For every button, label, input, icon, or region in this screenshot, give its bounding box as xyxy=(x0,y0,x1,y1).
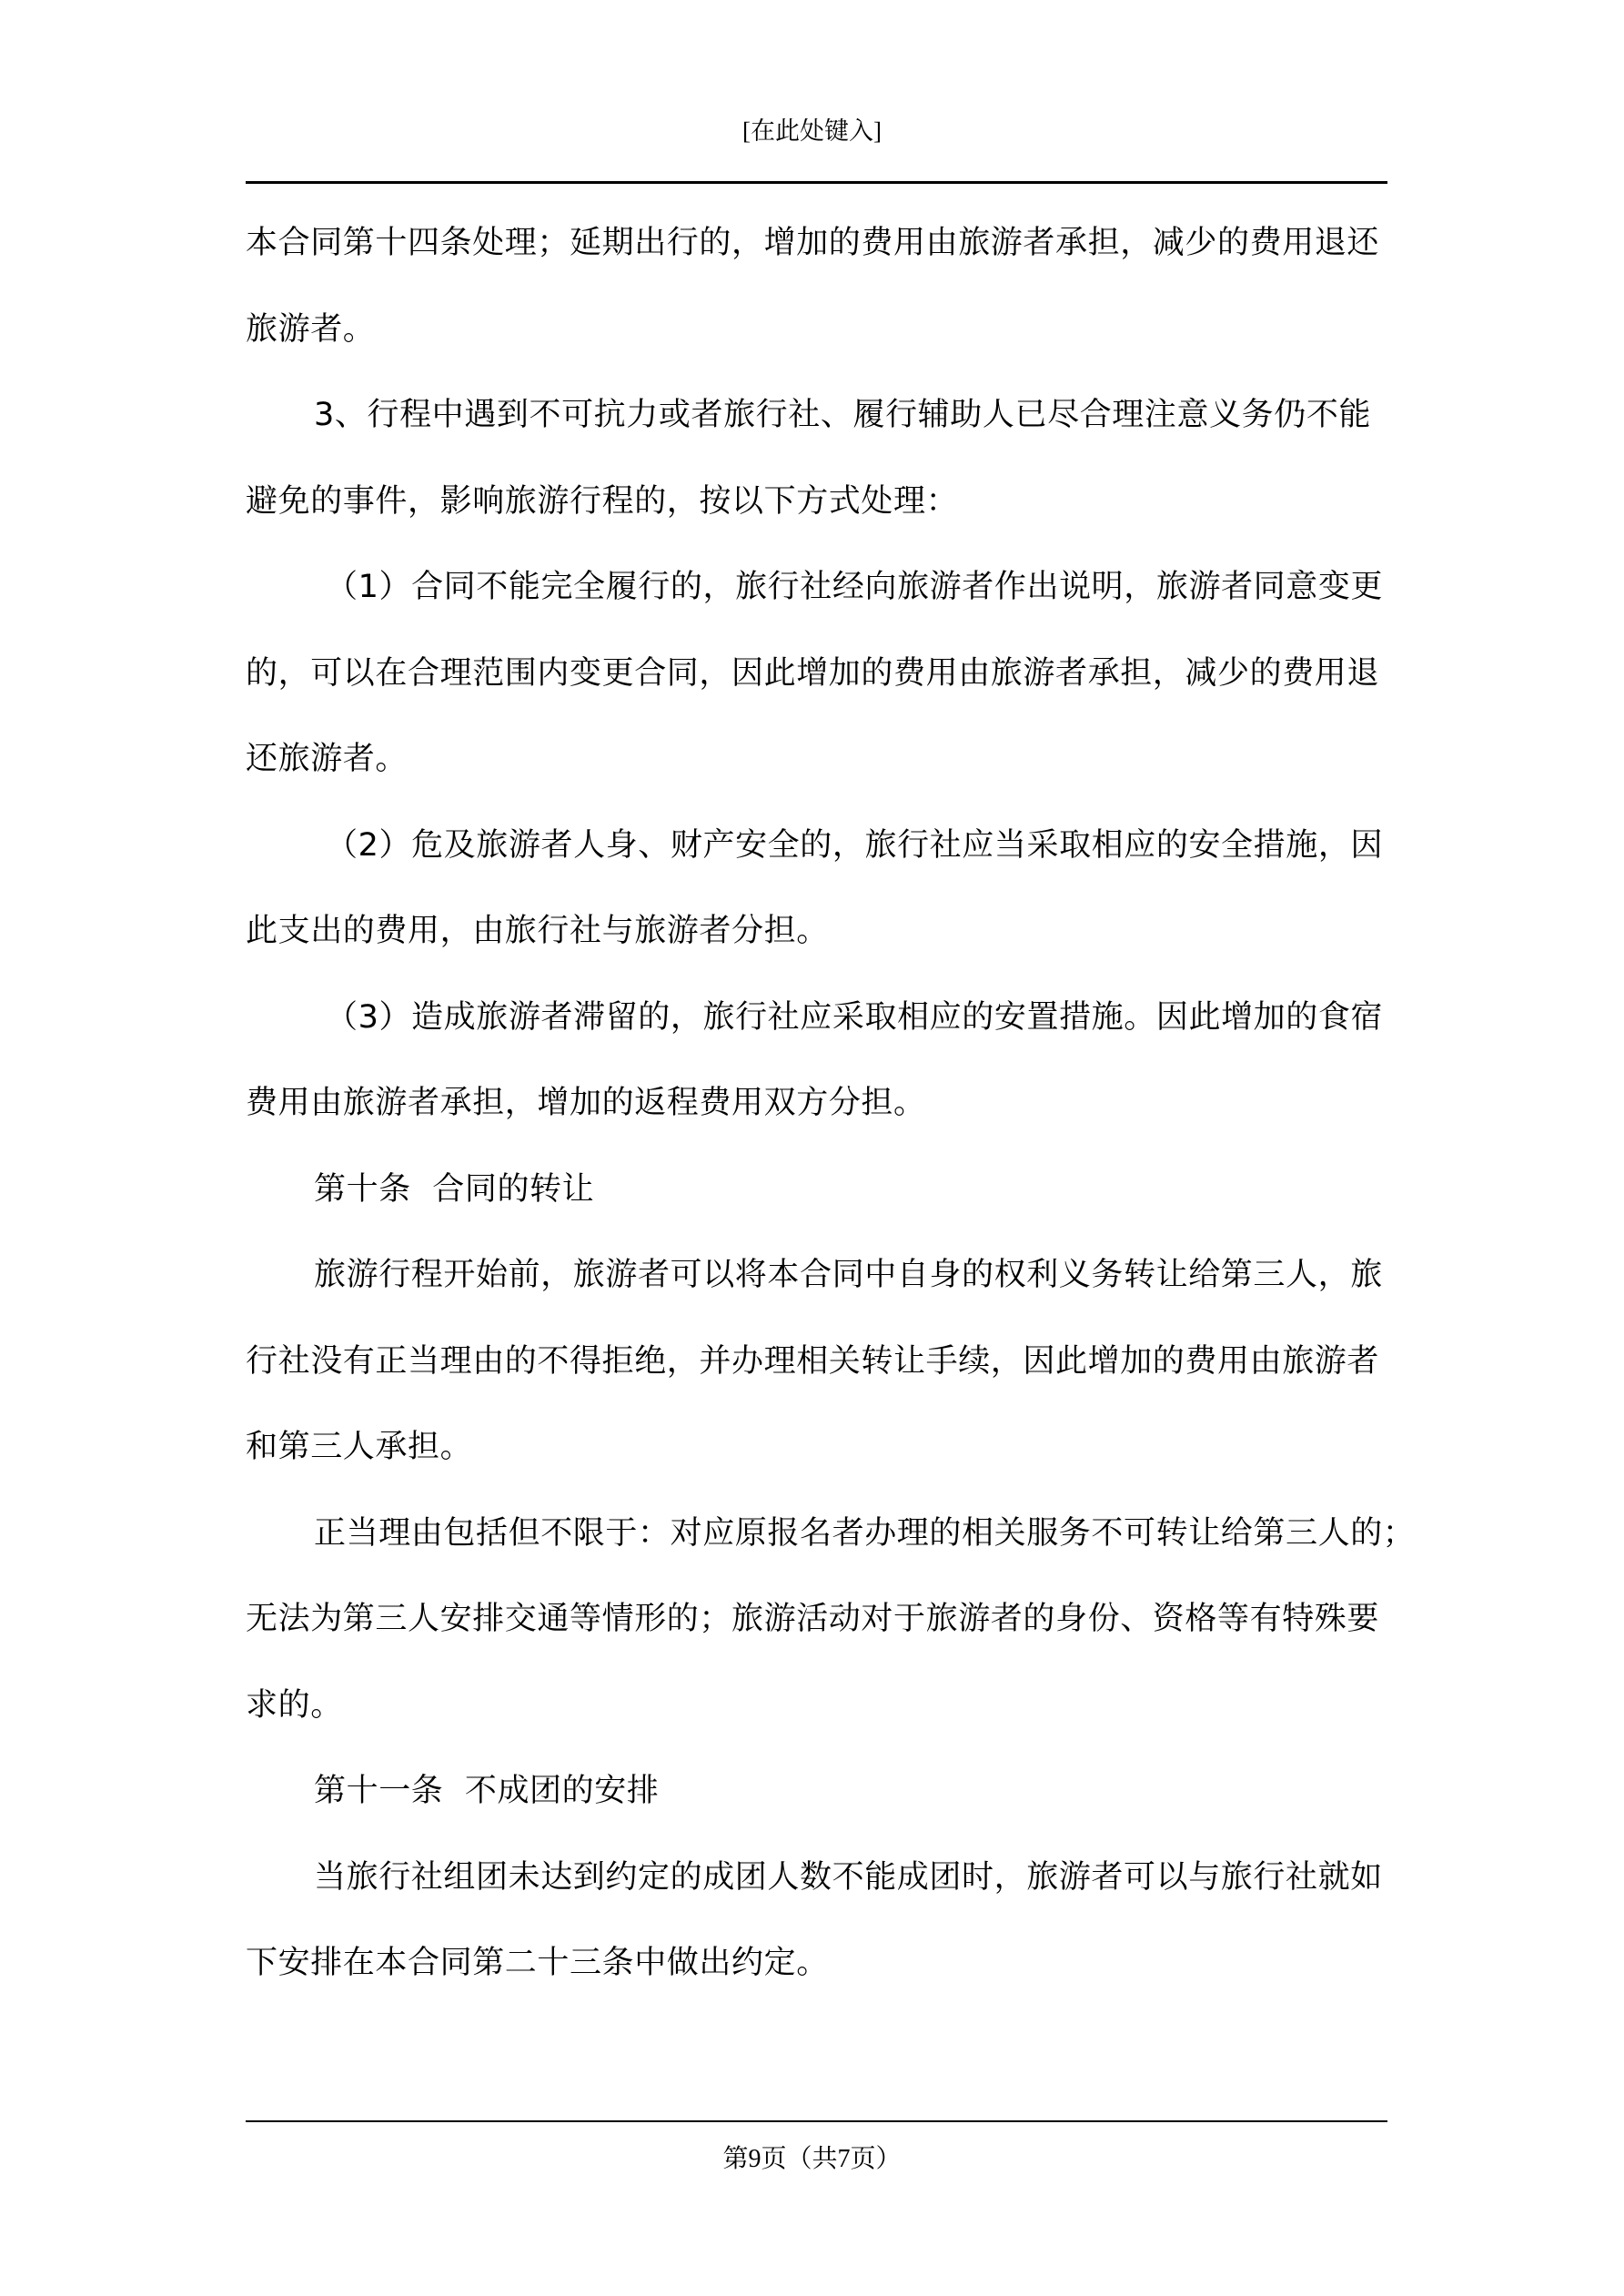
line: 下安排在本合同第二十三条中做出约定。 xyxy=(246,1945,829,1981)
line: 本合同第十四条处理；延期出行的，增加的费用由旅游者承担，减少的费用退还 xyxy=(246,225,1380,261)
document-body xyxy=(246,200,1416,2007)
line: 行社没有正当理由的不得拒绝，并办理相关转让手续，因此增加的费用由旅游者 xyxy=(246,1342,1380,1380)
paragraph-transfer xyxy=(246,1232,1390,1491)
line: 旅游行程开始前，旅游者可以将本合同中自身的权利义务转让给第三人，旅 xyxy=(314,1257,1383,1293)
line: 第十条 合同的转让 xyxy=(314,1170,595,1208)
line: 3、行程中遇到不可抗力或者旅行社、履行辅助人已尽合理注意义务仍不能 xyxy=(314,397,1372,433)
paragraph-continuation xyxy=(246,200,1390,372)
footer-rule xyxy=(246,2120,1387,2122)
paragraph-clause-3 xyxy=(246,372,1390,544)
line: 正当理由包括但不限于：对应原报名者办理的相关服务不可转让给第三人的； xyxy=(314,1514,1416,1552)
line: （2）危及旅游者人身、财产安全的，旅行社应当采取相应的安全措施，因 xyxy=(326,826,1384,864)
paragraph-item-2 xyxy=(246,803,1390,975)
line: 还旅游者。 xyxy=(246,741,409,777)
line: 第十一条 不成团的安排 xyxy=(314,1773,660,1809)
article-11-heading xyxy=(246,1748,1390,1835)
line: 求的。 xyxy=(246,1686,343,1724)
line: （1）合同不能完全履行的，旅行社经向旅游者作出说明，旅游者同意变更 xyxy=(326,569,1384,605)
line: 旅游者。 xyxy=(246,310,376,348)
line: 此支出的费用，由旅行社与旅游者分担。 xyxy=(246,913,829,949)
article-10-heading xyxy=(246,1147,1390,1233)
line: 的，可以在合理范围内变更合同，因此增加的费用由旅游者承担，减少的费用退 xyxy=(246,654,1380,692)
line: 避免的事件，影响旅游行程的，按以下方式处理： xyxy=(246,482,959,520)
paragraph-legitimate-reasons xyxy=(246,1491,1416,1749)
paragraph-item-3 xyxy=(246,975,1390,1147)
paragraph-group-not-formed xyxy=(246,1835,1390,2007)
line: 和第三人承担。 xyxy=(246,1429,473,1465)
header-rule xyxy=(246,181,1387,184)
line: 费用由旅游者承担，增加的返程费用双方分担。 xyxy=(246,1085,926,1121)
line: 当旅行社组团未达到约定的成团人数不能成团时，旅游者可以与旅行社就如 xyxy=(314,1858,1383,1896)
line: （3）造成旅游者滞留的，旅行社应采取相应的安置措施。因此增加的食宿 xyxy=(326,998,1384,1036)
line: 无法为第三人安排交通等情形的；旅游活动对于旅游者的身份、资格等有特殊要 xyxy=(246,1601,1380,1637)
page-header: [在此处键入] xyxy=(742,117,882,145)
paragraph-item-1 xyxy=(246,544,1390,803)
page-number: 第9页（共7页） xyxy=(722,2145,902,2173)
